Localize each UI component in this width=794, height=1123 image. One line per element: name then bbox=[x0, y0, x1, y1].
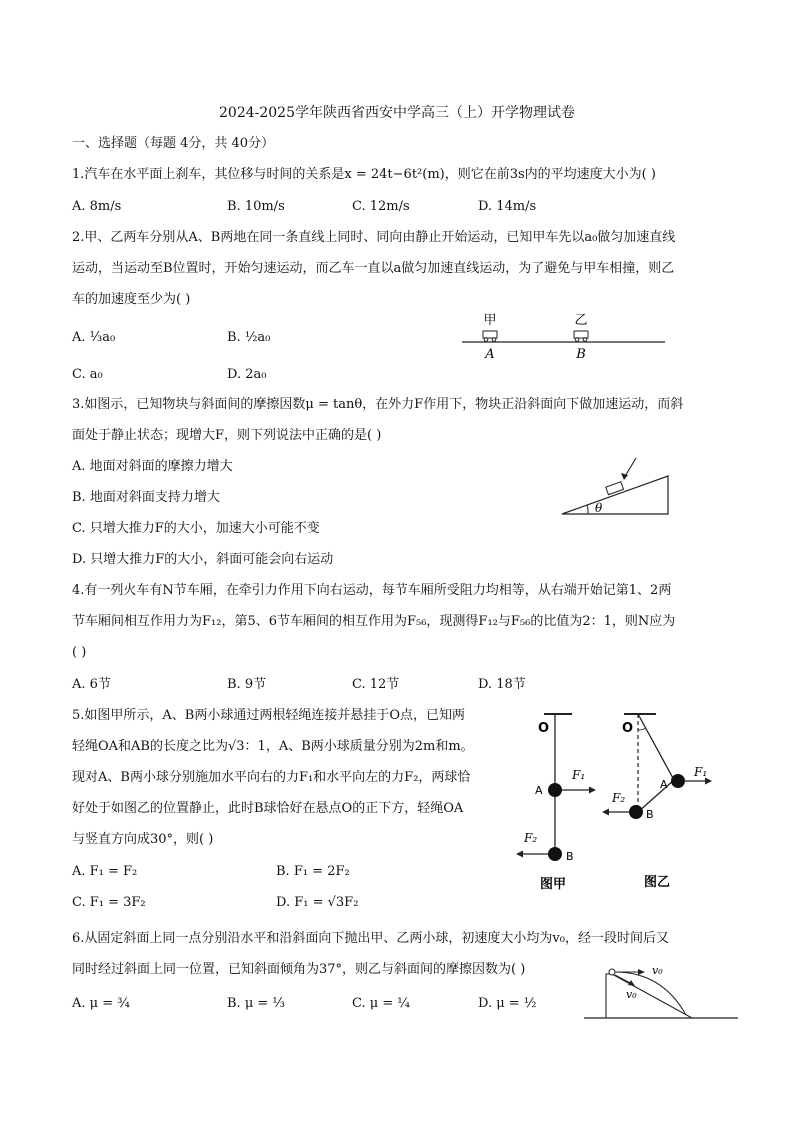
q3-option-b[interactable]: B. 地面对斜面支持力增大 bbox=[72, 490, 220, 505]
q5-line-2: 轻绳OA和AB的长度之比为√3：1，A、B两小球质量分别为2m和m。 bbox=[72, 739, 474, 754]
section-heading: 一、选择题（每题 4分，共 40分） bbox=[72, 136, 275, 151]
q2-option-a[interactable]: A. ⅓a₀ bbox=[72, 330, 116, 345]
q1-text: 1.汽车在水平面上刹车，其位移与时间的关系是x = 24t−6t²(m)，则它在前3s内的平均速度大小为( ) bbox=[72, 167, 656, 182]
q2-figure-cars bbox=[460, 306, 670, 364]
q3-line-1: 3.如图示，已知物块与斜面间的摩擦因数μ = tanθ，在外力F作用下，物块正沿斜面向下做加速运动，而斜 bbox=[72, 397, 684, 412]
ball-b-yi bbox=[629, 805, 643, 819]
label-f1-jia: F₁ bbox=[572, 768, 586, 782]
label-jia: 甲 bbox=[483, 313, 497, 328]
label-a-jia: A bbox=[535, 784, 543, 797]
q4-option-d[interactable]: D. 18节 bbox=[478, 677, 526, 692]
car-yi bbox=[574, 331, 588, 338]
label-b: B bbox=[576, 347, 586, 362]
q1-option-d[interactable]: D. 14m/s bbox=[478, 199, 537, 214]
q3-figure-incline bbox=[558, 456, 678, 520]
label-o-yi: O bbox=[622, 721, 634, 736]
launch-point bbox=[609, 969, 615, 975]
caption-yi: 图乙 bbox=[644, 875, 671, 890]
incline bbox=[562, 476, 668, 514]
label-a-yi: A bbox=[660, 778, 668, 791]
q1-option-a[interactable]: A. 8m/s bbox=[72, 199, 122, 214]
q5-option-b[interactable]: B. F₁ = 2F₂ bbox=[276, 864, 350, 879]
q4-line-3: ( ) bbox=[72, 645, 87, 660]
q1-option-b[interactable]: B. 10m/s bbox=[227, 199, 285, 214]
ball-b-jia bbox=[548, 847, 562, 861]
incline-q6 bbox=[606, 974, 692, 1018]
label-f1-yi: F₁ bbox=[694, 765, 708, 779]
q5-figure-pendulums bbox=[506, 708, 722, 894]
q4-option-b[interactable]: B. 9节 bbox=[227, 677, 267, 692]
q5-option-a[interactable]: A. F₁ = F₂ bbox=[72, 864, 138, 879]
label-b-jia: B bbox=[566, 850, 574, 863]
q6-option-a[interactable]: A. μ = ¾ bbox=[72, 996, 130, 1011]
q2-option-c[interactable]: C. a₀ bbox=[72, 367, 103, 382]
q3-option-d[interactable]: D. 只增大推力F的大小，斜面可能会向右运动 bbox=[72, 552, 334, 567]
q5-line-1: 5.如图甲所示，A、B两小球通过两根轻绳连接并悬挂于O点，已知两 bbox=[72, 708, 466, 723]
label-f2-yi: F₂ bbox=[612, 791, 626, 805]
q4-line-2: 节车厢间相互作用力为F₁₂，第5、6节车厢间的相互作用为F₅₆，现测得F₁₂与F₅₆的比值为2：1，则N应为 bbox=[72, 614, 676, 629]
q1-option-c[interactable]: C. 12m/s bbox=[352, 199, 410, 214]
label-theta: θ bbox=[595, 501, 603, 515]
q4-line-1: 4.有一列火车有N节车厢，在牵引力作用下向右运动，每节车厢所受阻力均相等，从右端开始记第1、2两 bbox=[72, 583, 672, 598]
q3-option-c[interactable]: C. 只增大推力F的大小，加速大小可能不变 bbox=[72, 521, 320, 536]
page-title: 2024-2025学年陕西省西安中学高三（上）开学物理试卷 bbox=[219, 105, 575, 121]
q6-line-1: 6.从固定斜面上同一点分别沿水平和沿斜面向下抛出甲、乙两小球，初速度大小均为v₀，经一段时间后又 bbox=[72, 931, 669, 946]
q6-line-2: 同时经过斜面上同一位置，已知斜面倾角为37°，则乙与斜面间的摩擦因数为( ) bbox=[72, 962, 526, 977]
ball-a-jia bbox=[548, 783, 562, 797]
label-yi: 乙 bbox=[574, 313, 588, 328]
label-v0-incline: v₀ bbox=[626, 988, 637, 1001]
q2-line-3: 车的加速度至少为( ) bbox=[72, 292, 191, 307]
q5-line-5: 与竖直方向成30°，则( ) bbox=[72, 832, 214, 847]
q5-line-4: 好处于如图乙的位置静止，此时B球恰好在悬点O的正下方，轻绳OA bbox=[72, 801, 464, 816]
q6-option-d[interactable]: D. μ = ½ bbox=[478, 996, 537, 1011]
ball-a-yi bbox=[671, 774, 685, 788]
q5-option-c[interactable]: C. F₁ = 3F₂ bbox=[72, 895, 146, 910]
q2-line-2: 运动，当运动至B位置时，开始匀速运动，而乙车一直以a做匀加速直线运动，为了避免与甲车相撞，则乙 bbox=[72, 261, 675, 276]
q5-line-3: 现对A、B两小球分别施加水平向右的力F₁和水平向左的力F₂，两球恰 bbox=[72, 770, 471, 785]
q3-line-2: 面处于静止状态；现增大F，则下列说法中正确的是( ) bbox=[72, 428, 382, 443]
q6-figure-projectile bbox=[582, 960, 742, 1024]
caption-jia: 图甲 bbox=[540, 877, 567, 892]
q4-option-a[interactable]: A. 6节 bbox=[72, 677, 111, 692]
label-a: A bbox=[485, 347, 495, 362]
car-jia bbox=[483, 331, 497, 338]
label-b-yi: B bbox=[646, 808, 654, 821]
label-f2-jia: F₂ bbox=[524, 831, 538, 845]
q6-option-c[interactable]: C. μ = ¼ bbox=[352, 996, 410, 1011]
q5-option-d[interactable]: D. F₁ = √3F₂ bbox=[276, 895, 359, 910]
q6-option-b[interactable]: B. μ = ⅓ bbox=[227, 996, 286, 1011]
q2-line-1: 2.甲、乙两车分别从A、B两地在同一条直线上同时、同向由静止开始运动，已知甲车先以a₀做匀加速直线 bbox=[72, 230, 676, 245]
q2-option-b[interactable]: B. ½a₀ bbox=[227, 330, 271, 345]
q3-option-a[interactable]: A. 地面对斜面的摩擦力增大 bbox=[72, 459, 233, 474]
q4-option-c[interactable]: C. 12节 bbox=[352, 677, 400, 692]
label-v0-horizontal: v₀ bbox=[652, 964, 663, 977]
label-o-jia: O bbox=[538, 721, 550, 736]
q2-option-d[interactable]: D. 2a₀ bbox=[227, 367, 267, 382]
